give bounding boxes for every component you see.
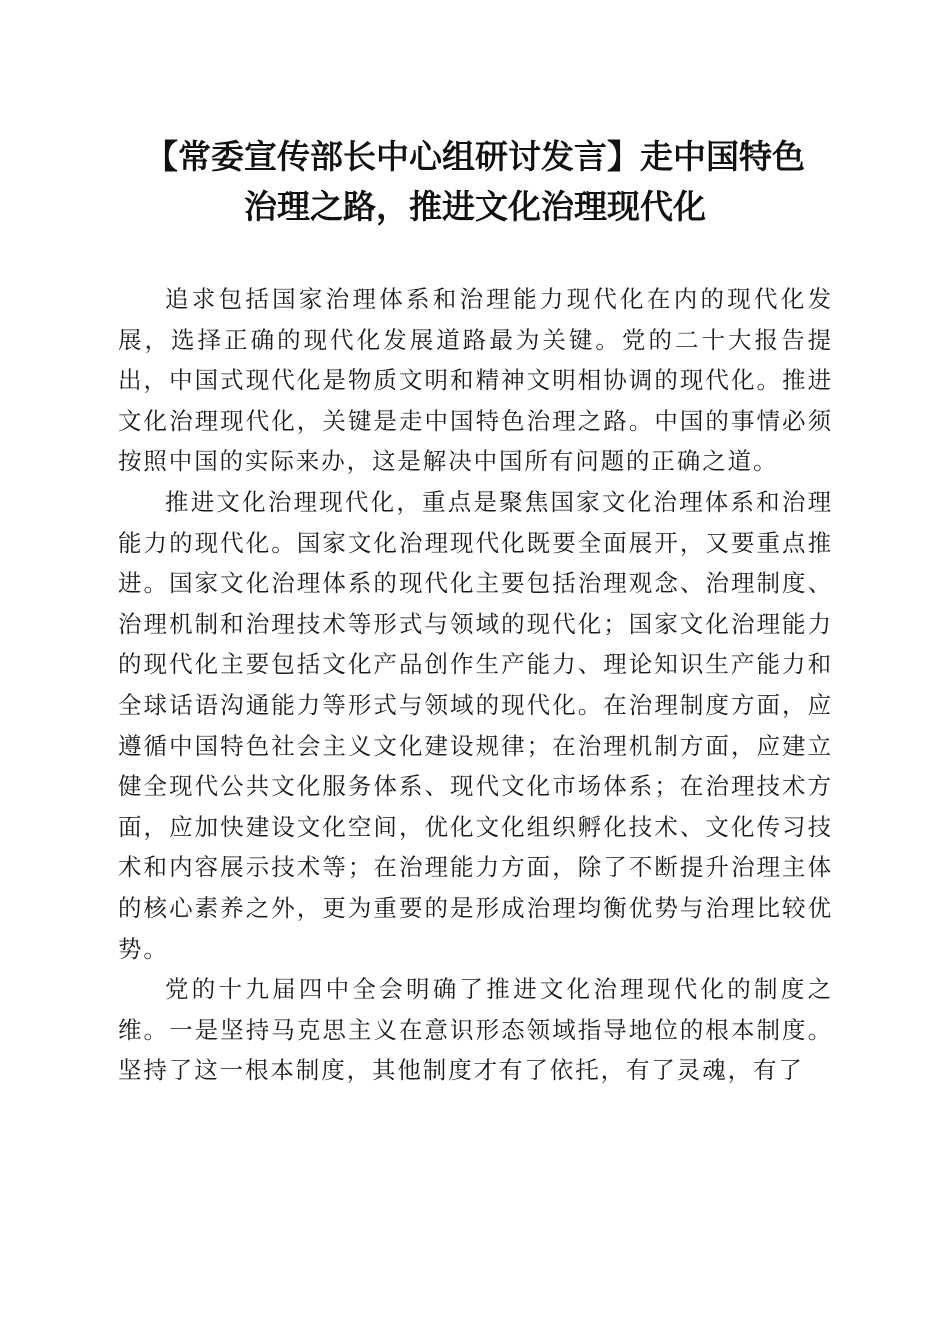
paragraph-3: 党的十九届四中全会明确了推进文化治理现代化的制度之维。一是坚持马克思主义在意识形态领域指导地位的根本制度。坚持了这一根本制度，其他制度才有了依托，有了灵魂，有了: [118, 975, 833, 1085]
paragraph-1: 追求包括国家治理体系和治理能力现代化在内的现代化发展，选择正确的现代化发展道路最为关键。党的二十大报告提出，中国式现代化是物质文明和精神文明相协调的现代化。推进文化治理现代化，关键是走中国特色治理之路。中国的事情必须按照中国的实际来办，这是解决中国所有问题的正确之道。: [118, 285, 833, 476]
title-line-2: 治理之路，推进文化治理现代化: [244, 187, 706, 226]
paragraph-2: 推进文化治理现代化，重点是聚焦国家文化治理体系和治理能力的现代化。国家文化治理现代化既要全面展开，又要重点推进。国家文化治理体系的现代化主要包括治理观念、治理制度、治理机制和治理技术等形式与领域的现代化；国家文化治理能力的现代化主要包括文化产品创作生产能力、理论知识生产能力和全球话语沟通能力等形式与领域的现代化。在治理制度方面，应遵循中国特色社会主义文化建设规律；在治理机制方面，应建立健全现代公共文化服务体系、现代文化市场体系；在治理技术方面，应加快建设文化空间，优化文化组织孵化技术、文化传习技术和内容展示技术等；在治理能力方面，除了不断提升治理主体的核心素养之外，更为重要的是形成治理均衡优势与治理比较优势。: [118, 487, 833, 963]
title-line-1: 【常委宣传部长中心组研讨发言】走中国特色: [145, 137, 805, 176]
document-body: [118, 279, 833, 1091]
document-title: [110, 132, 840, 232]
